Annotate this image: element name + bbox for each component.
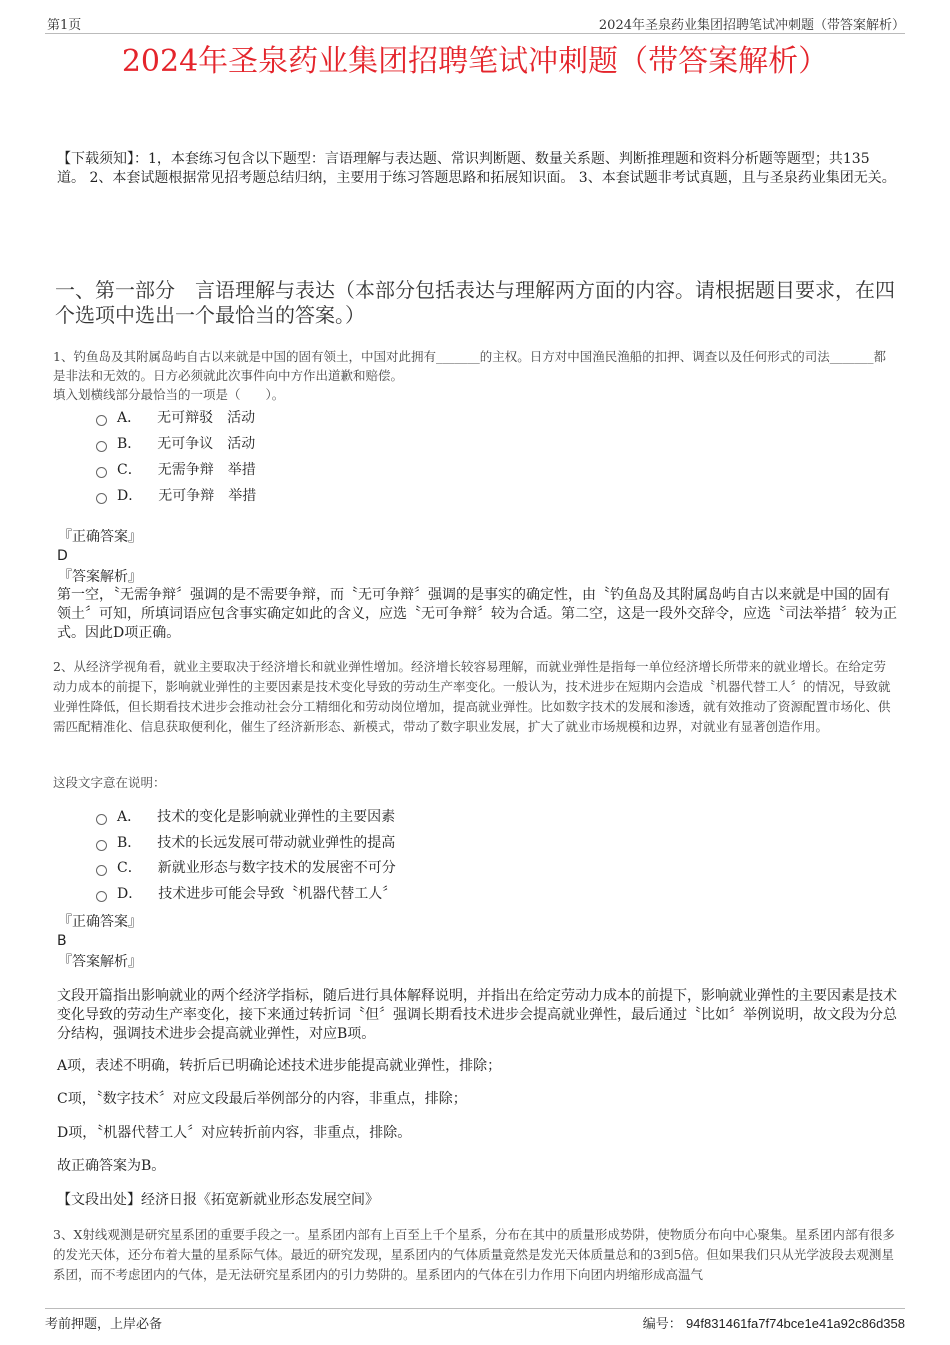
question-1-answer: D xyxy=(57,548,68,564)
radio-icon[interactable] xyxy=(96,441,107,452)
question-1-option-b[interactable] xyxy=(96,434,255,454)
question-1-analysis: 第一空，〝无需争辩〞强调的是不需要争辩，而〝无可争辩〞强调的是事实的确定性，由〝钓鱼岛及其附属岛屿自古以来就是中国的固有领土〞可知，所填词语应包含事实确定如此的含义，应选〝无可争辩〞较为合适。第二空，这是一段外交辞令，应选〝司法举措〞较为正式。因此D项正确。 xyxy=(57,587,897,641)
question-1-answer-label: 『正确答案』 xyxy=(58,529,142,545)
download-notice: 【下载须知】：1，本套练习包含以下题型：言语理解与表达题、常识判断题、数量关系题、判断推理题和资料分析题等题型；共135道。 2、本套试题根据常见招考题总结归纳，主要用于练习答题思路和拓展知识面。 3、本套试题非考试真题，且与圣泉药业集团无关。 xyxy=(57,151,896,186)
question-2-option-a[interactable] xyxy=(96,807,395,827)
option-text: 技术的长远发展可带动就业弹性的提高 xyxy=(157,835,396,851)
page-number: 第1页 xyxy=(47,18,82,33)
question-1-option-c[interactable] xyxy=(96,460,256,480)
question-2-option-a-note: A项，表述不明确，转折后已明确论述技术进步能提高就业弹性，排除； xyxy=(57,1058,502,1074)
radio-icon[interactable] xyxy=(96,493,107,504)
radio-icon[interactable] xyxy=(96,467,107,478)
question-2-option-d[interactable] xyxy=(96,884,396,904)
question-3-stem: 3、X射线观测是研究星系团的重要手段之一。星系团内部有上百至上千个星系，分布在其中的质量形成势阱，使物质分布向中心聚集。星系团内部有很多的发光天体，还分布着大量的星系际气体。最近的研究发现，星系团内的气体质量竟然是发光天体质量总和的3到5倍。但如果我们只从光学波段去观测星系团，而不考虑团内的气体，是无法研究星系团内的引力势阱的。星系团内的气体在引力作用下向团内坍缩形成高温气 xyxy=(53,1227,895,1282)
radio-icon[interactable] xyxy=(96,840,107,851)
question-1-option-a[interactable] xyxy=(96,408,255,428)
radio-icon[interactable] xyxy=(96,415,107,426)
question-2-answer-label: 『正确答案』 xyxy=(58,914,142,930)
question-2-analysis-label: 『答案解析』 xyxy=(58,954,142,970)
option-text: 技术进步可能会导致〝机器代替工人〞 xyxy=(158,886,397,902)
footer-divider xyxy=(45,1308,905,1309)
header-divider xyxy=(45,33,905,34)
question-2-answer: B xyxy=(57,933,67,949)
question-2-option-b[interactable] xyxy=(96,833,395,853)
footer-code xyxy=(643,1313,905,1332)
question-1-stem: 1、钓鱼岛及其附属岛屿自古以来就是中国的固有领土，中国对此拥有_______的主权。日方对中国渔民渔船的扣押、调查以及任何形式的司法_______都是非法和无效的。日方必须就此次事件向中方作出道歉和赔偿。 xyxy=(53,349,886,383)
radio-icon[interactable] xyxy=(96,891,107,902)
option-letter: B． xyxy=(117,835,142,851)
question-2-analysis: 文段开篇指出影响就业的两个经济学指标，随后进行具体解释说明，并指出在给定劳动力成本的前提下，影响就业弹性的主要因素是技术变化导致的劳动生产率变化，接下来通过转折词〝但〞强调长期看技术进步会提高就业弹性，最后通过〝比如〞举例说明，故文段为分总分结构，强调技术进步会提高就业弹性，对应B项。 xyxy=(57,988,897,1042)
question-1-prompt: 填入划横线部分最恰当的一项是（ ）。 xyxy=(53,387,285,402)
option-letter: A． xyxy=(117,410,142,426)
question-2-option-c-note: C项，〝数字技术〞对应文段最后举例部分的内容，非重点，排除； xyxy=(57,1091,467,1107)
option-text: 无可辩驳 活动 xyxy=(157,410,256,426)
question-2-source: 【文段出处】经济日报《拓宽新就业形态发展空间》 xyxy=(57,1192,379,1208)
option-letter: A． xyxy=(117,809,142,825)
footer-slogan: 考前押题，上岸必备 xyxy=(45,1317,163,1332)
option-text: 技术的变化是影响就业弹性的主要因素 xyxy=(157,809,396,825)
option-letter: B． xyxy=(117,436,142,452)
question-2-option-c[interactable] xyxy=(96,858,396,878)
option-letter: C． xyxy=(117,462,142,478)
question-1-analysis-label: 『答案解析』 xyxy=(58,569,142,585)
radio-icon[interactable] xyxy=(96,814,107,825)
question-2-conclusion: 故正确答案为B。 xyxy=(57,1158,166,1174)
question-2-prompt: 这段文字意在说明： xyxy=(53,775,166,790)
question-2-option-d-note: D项，〝机器代替工人〞对应转折前内容，非重点，排除。 xyxy=(57,1125,412,1141)
option-text: 无需争辩 举措 xyxy=(157,462,256,478)
option-letter: C． xyxy=(117,860,142,876)
option-text: 无可争议 活动 xyxy=(157,436,256,452)
header-doc-title: 2024年圣泉药业集团招聘笔试冲刺题（带答案解析） xyxy=(598,18,905,33)
footer-code-value: 94f831461fa7f74bce1e41a92c86d358 xyxy=(685,1316,905,1331)
page-title: 2024年圣泉药业集团招聘笔试冲刺题（带答案解析） xyxy=(121,44,829,79)
option-letter: D． xyxy=(117,886,143,902)
option-letter: D． xyxy=(117,488,143,504)
question-2-stem: 2、从经济学视角看，就业主要取决于经济增长和就业弹性增加。经济增长较容易理解，而就业弹性是指每一单位经济增长所带来的就业增长。在给定劳动力成本的前提下，影响就业弹性的主要因素是技术变化导致的劳动生产率变化。一般认为，技术进步在短期内会造成〝机器代替工人〞的情况，导致就业弹性降低，但长期看技术进步会推动社会分工精细化和劳动岗位增加，提高就业弹性。比如数字技术的发展和渗透，就有效推动了资源配置市场化、供需匹配精准化、信息获取便利化，催生了经济新形态、新模式，带动了数字职业发展，扩大了就业市场规模和边界，对就业有显著创造作用。 xyxy=(53,659,891,734)
section-heading: 一、第一部分 言语理解与表达（本部分包括表达与理解两方面的内容。请根据题目要求，在四个选项中选出一个最恰当的答案。） xyxy=(55,278,895,327)
option-text: 新就业形态与数字技术的发展密不可分 xyxy=(157,860,396,876)
question-1-option-d[interactable] xyxy=(96,486,256,506)
option-text: 无可争辩 举措 xyxy=(158,488,257,504)
radio-icon[interactable] xyxy=(96,865,107,876)
footer-code-label: 编号： xyxy=(642,1317,682,1332)
